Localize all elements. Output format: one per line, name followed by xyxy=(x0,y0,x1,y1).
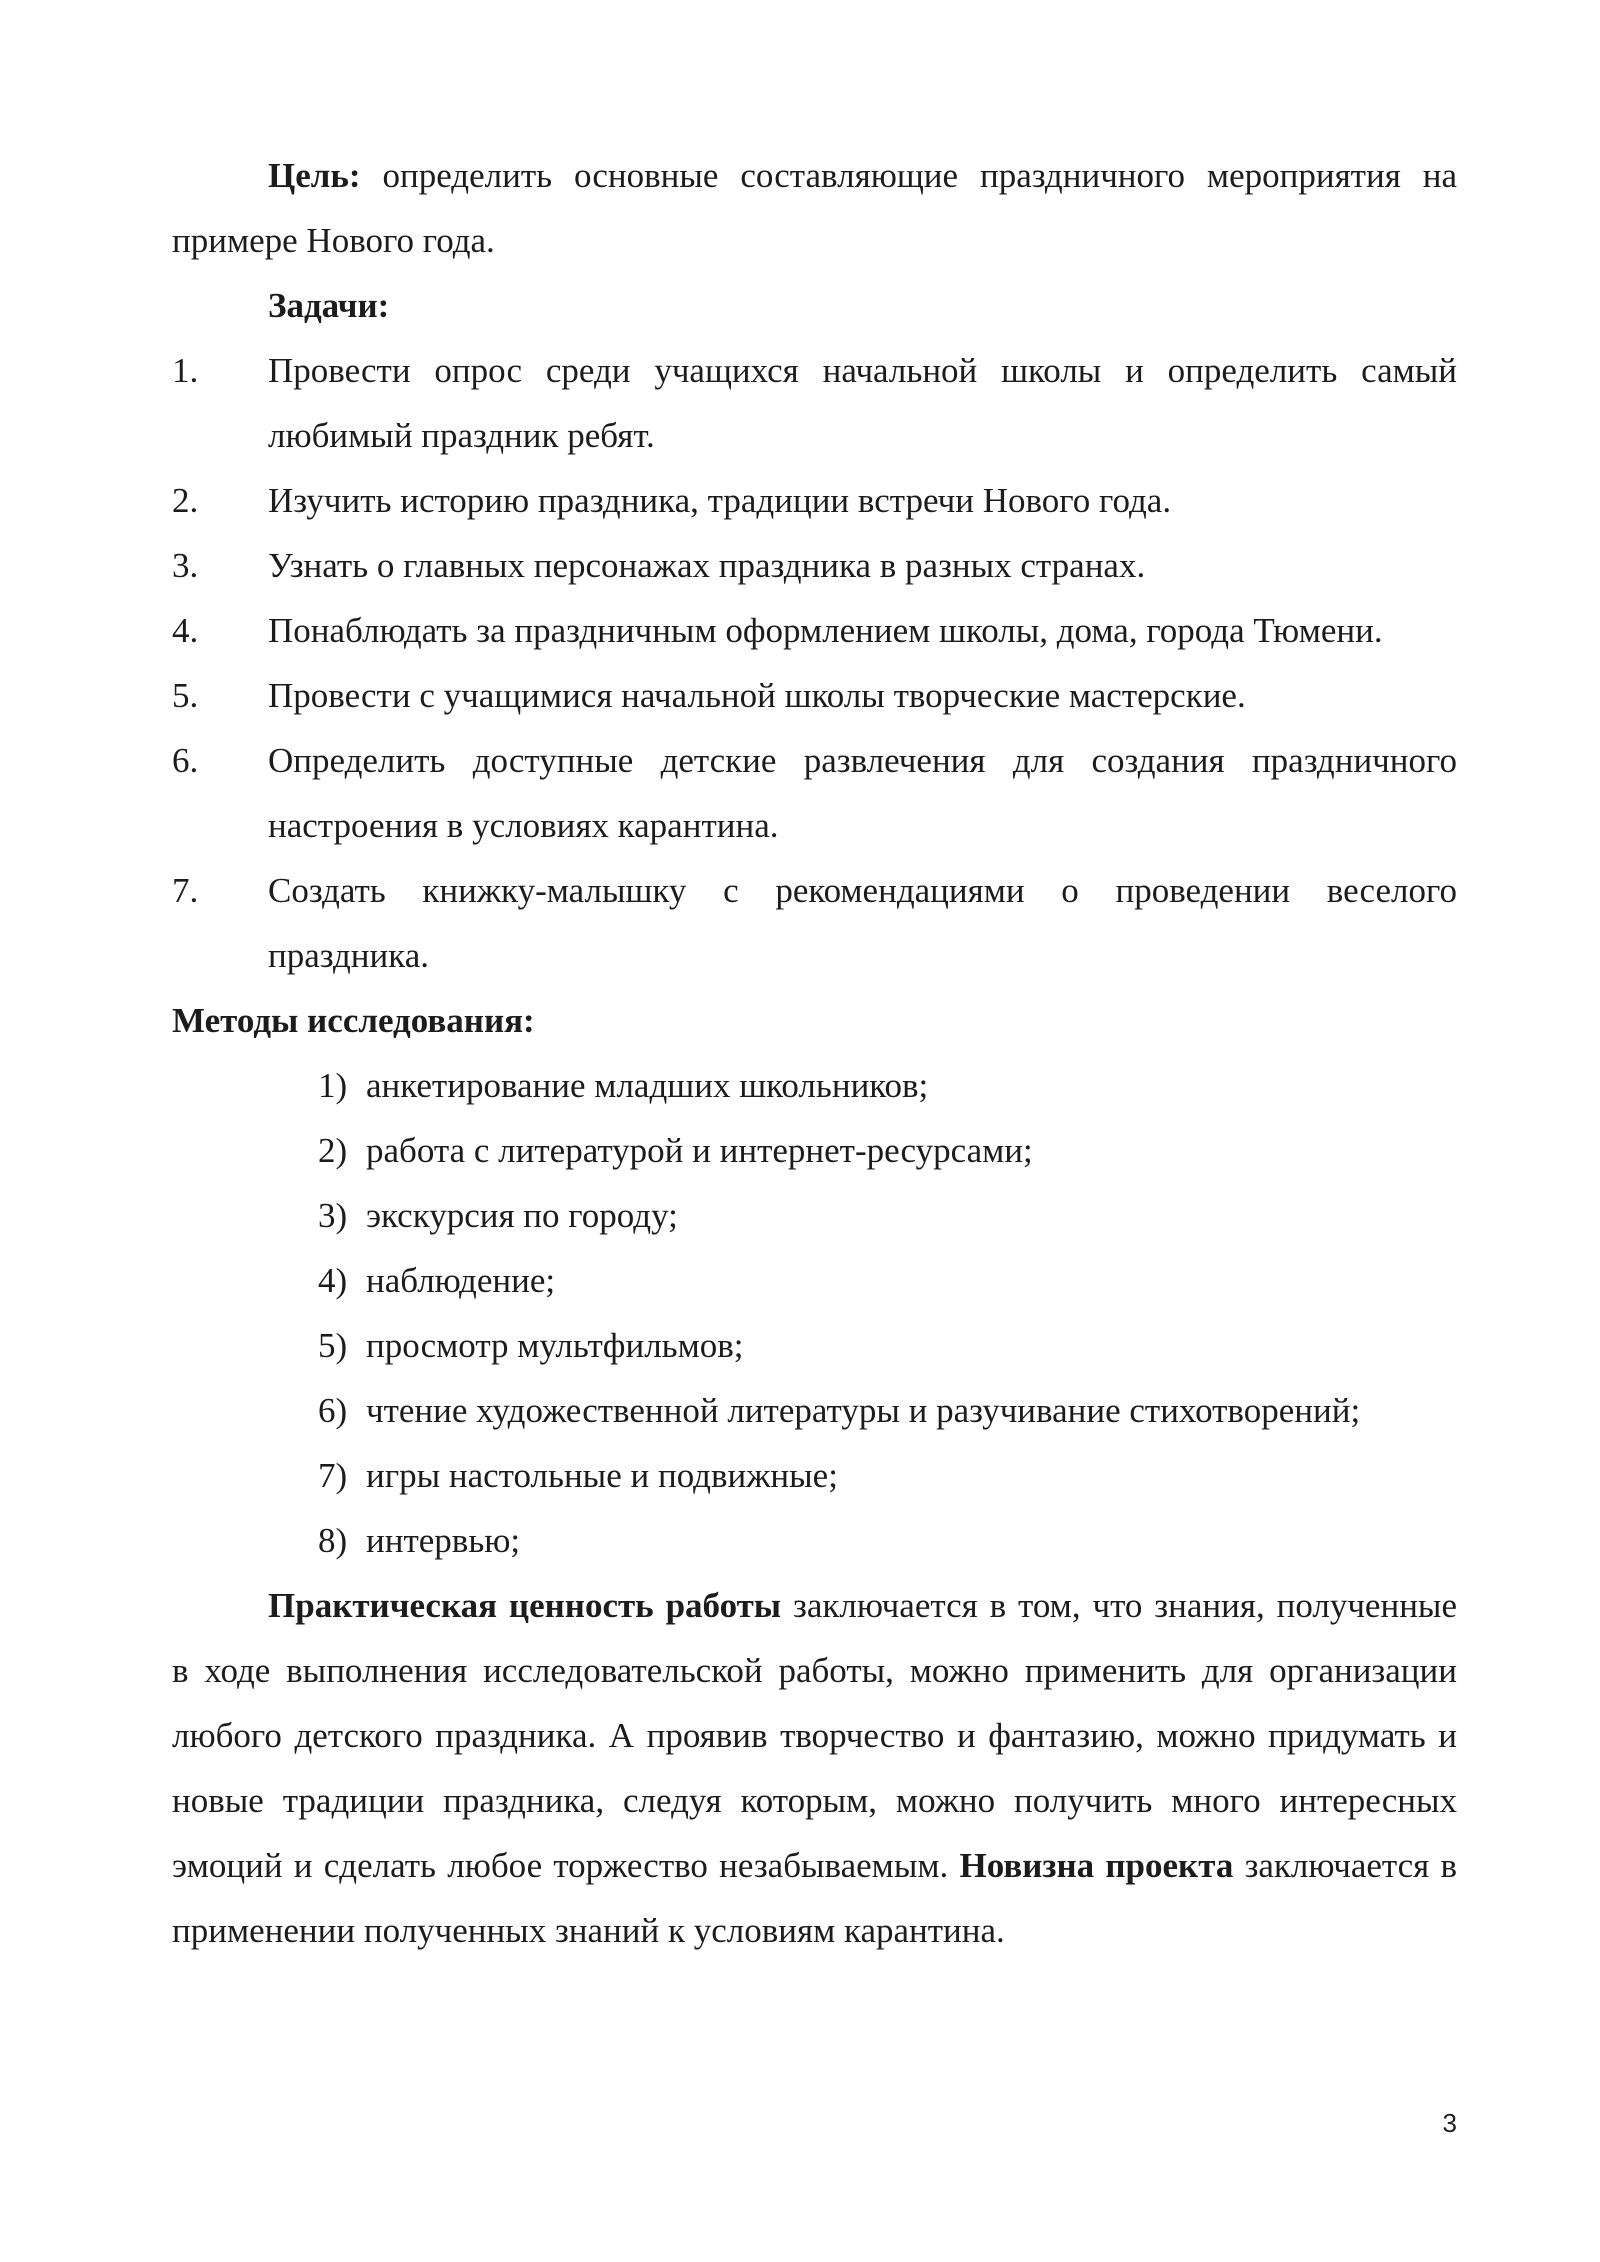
task-text: Изучить историю праздника, традиции встречи Нового года. xyxy=(268,481,1172,520)
method-number: 6) xyxy=(318,1391,348,1430)
method-item xyxy=(172,1053,1457,1118)
novelty-text: заключается в применении полученных знаний к условиям карантина. xyxy=(172,1846,1458,1950)
task-item xyxy=(172,533,1457,598)
method-number: 8) xyxy=(318,1521,348,1560)
goal-text: определить основные составляющие праздничного мероприятия на примере Нового года. xyxy=(172,156,1457,260)
task-number: 3. xyxy=(172,546,199,585)
task-text: Определить доступные детские развлечения для создания праздничного настроения в условиях карантина. xyxy=(268,741,1457,845)
method-number: 1) xyxy=(318,1066,348,1105)
task-number: 7. xyxy=(172,871,199,910)
task-item xyxy=(172,858,1457,988)
task-number: 1. xyxy=(172,351,199,390)
method-text: чтение художественной литературы и разучивание стихотворений; xyxy=(366,1391,1361,1430)
method-text: игры настольные и подвижные; xyxy=(366,1456,838,1495)
method-number: 3) xyxy=(318,1196,348,1235)
method-text: наблюдение; xyxy=(366,1261,556,1300)
method-item xyxy=(172,1443,1457,1508)
method-item xyxy=(172,1508,1457,1573)
practical-value-label: Практическая ценность работы xyxy=(268,1586,782,1625)
method-item xyxy=(172,1378,1457,1443)
task-text: Провести с учащимися начальной школы творческие мастерские. xyxy=(268,676,1246,715)
methods-heading: Методы исследования: xyxy=(172,1001,535,1040)
methods-list xyxy=(172,1053,1457,1573)
task-number: 6. xyxy=(172,741,199,780)
method-item xyxy=(172,1118,1457,1183)
task-text: Провести опрос среди учащихся начальной школы и определить самый любимый праздник ребят. xyxy=(268,351,1457,455)
tasks-list xyxy=(172,338,1457,988)
method-text: экскурсия по городу; xyxy=(366,1196,678,1235)
method-number: 4) xyxy=(318,1261,348,1300)
document-body xyxy=(172,143,1457,1963)
task-number: 4. xyxy=(172,611,199,650)
method-number: 5) xyxy=(318,1326,348,1365)
method-number: 2) xyxy=(318,1131,348,1170)
method-text: анкетирование младших школьников; xyxy=(366,1066,929,1105)
method-text: работа с литературой и интернет-ресурсами; xyxy=(366,1131,1033,1170)
practical-value-paragraph xyxy=(172,1573,1457,1963)
task-item xyxy=(172,663,1457,728)
task-text: Создать книжку-малышку с рекомендациями о проведении веселого праздника. xyxy=(268,871,1457,975)
novelty-label: Новизна проекта xyxy=(959,1846,1234,1885)
tasks-heading: Задачи: xyxy=(268,286,390,325)
goal-label: Цель: xyxy=(268,156,361,195)
method-item xyxy=(172,1183,1457,1248)
goal-paragraph xyxy=(172,143,1457,273)
task-item xyxy=(172,338,1457,468)
practical-value-text: заключается в том, что знания, полученные в ходе выполнения исследовательской работы, можно применить для организации любого детского праздника. А проявив творчество и фантазию, можно придумать и новые традиции праздника, следуя которым, можно получить много интересных эмоций и сделать любое торжество незабываемым. xyxy=(172,1586,1457,1885)
task-text: Понаблюдать за праздничным оформлением школы, дома, города Тюмени. xyxy=(268,611,1383,650)
task-number: 5. xyxy=(172,676,199,715)
task-item xyxy=(172,468,1457,533)
task-text: Узнать о главных персонажах праздника в разных странах. xyxy=(268,546,1146,585)
task-item xyxy=(172,728,1457,858)
method-number: 7) xyxy=(318,1456,348,1495)
page-number: 3 xyxy=(1442,2108,1457,2138)
method-text: интервью; xyxy=(366,1521,521,1560)
task-item xyxy=(172,598,1457,663)
task-number: 2. xyxy=(172,481,199,520)
method-item xyxy=(172,1248,1457,1313)
method-text: просмотр мультфильмов; xyxy=(366,1326,744,1365)
method-item xyxy=(172,1313,1457,1378)
